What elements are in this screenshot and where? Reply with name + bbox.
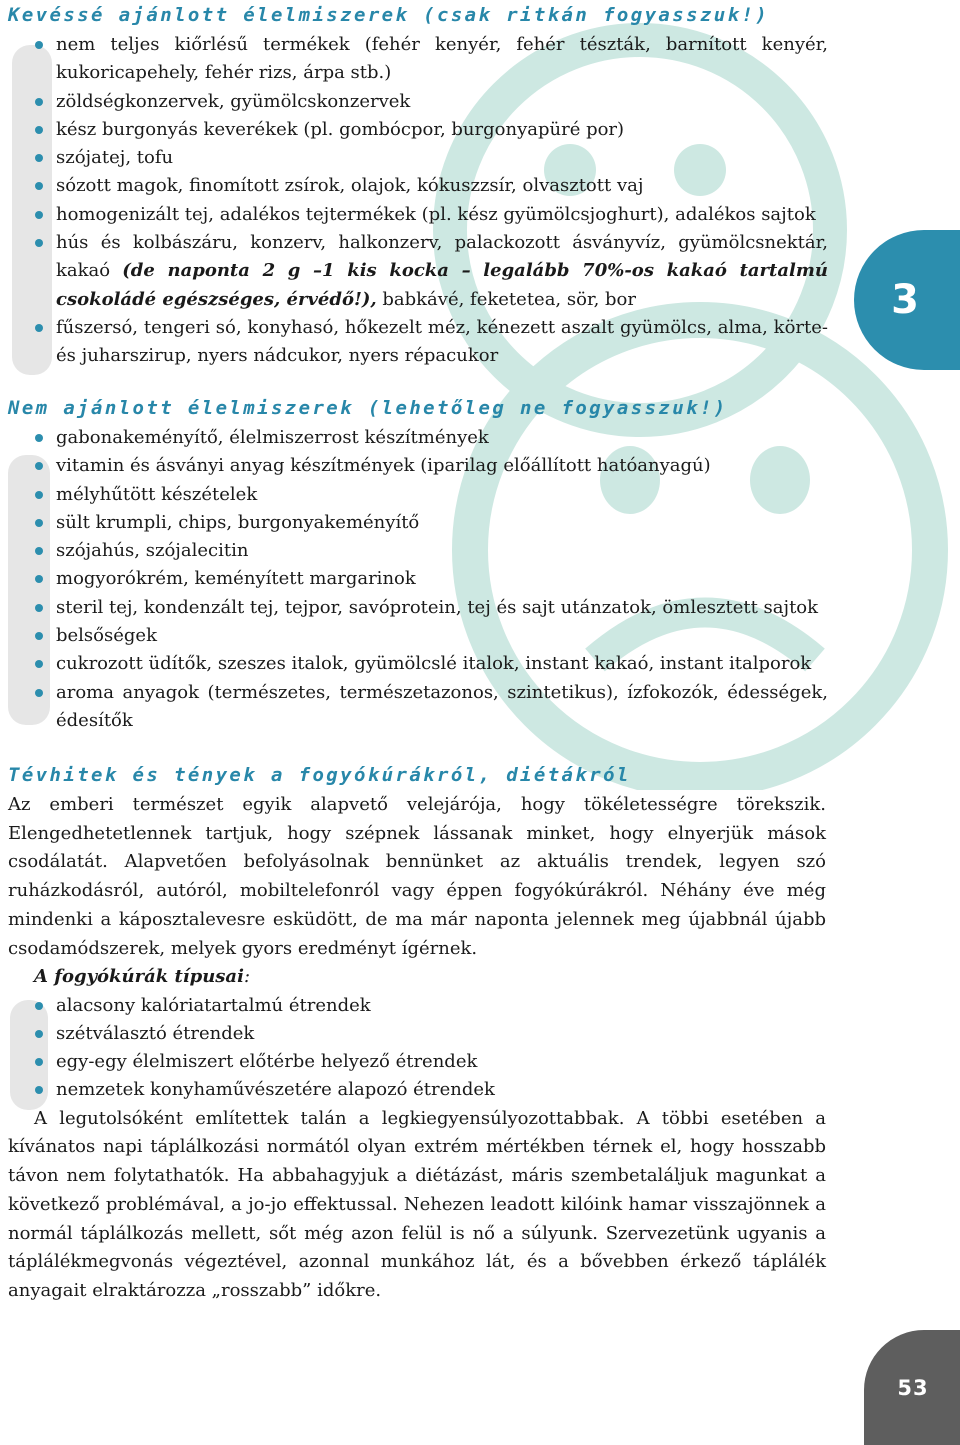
list-item: belsőségek (8, 622, 828, 650)
list-item: mélyhűtött készételek (8, 481, 828, 509)
bullet-list (8, 424, 828, 735)
list-item: szójatej, tofu (8, 144, 828, 172)
subheading-text: A fogyókúrák típusai (34, 966, 244, 988)
list-item: zöldségkonzervek, gyümölcskonzervek (8, 88, 828, 116)
list-item: homogenizált tej, adalékos tejtermékek (pl. kész gyümölcsjoghurt), adalékos sajtok (8, 201, 828, 229)
list-item: kész burgonyás keverékek (pl. gombócpor, burgonyapüré por) (8, 116, 828, 144)
list-item: steril tej, kondenzált tej, tejpor, savóprotein, tej és sajt utánzatok, ömlesztett sajtok (8, 594, 828, 622)
list-item: szétválasztó étrendek (8, 1020, 826, 1048)
list-item: gabonakeményítő, élelmiszerrost készítmények (8, 424, 828, 452)
section-rarely-recommended (8, 3, 828, 371)
list-item: cukrozott üdítők, szeszes italok, gyümölcslé italok, instant kakaó, instant italporok (8, 650, 828, 678)
list-item-text: babkávé, feketetea, sör, bor (376, 288, 636, 310)
section-heading: Nem ajánlott élelmiszerek (lehetőleg ne fogyasszuk!) (8, 397, 728, 419)
section-heading: Tévhitek és tények a fogyókúrákról, diétákról (8, 764, 631, 786)
page-number: 53 (897, 1375, 929, 1400)
list-item: szójahús, szójalecitin (8, 537, 828, 565)
section-not-recommended (8, 396, 828, 735)
bullet-list (8, 31, 828, 371)
subheading (8, 963, 826, 991)
section-myths-and-facts (8, 763, 826, 1306)
paragraph: Az emberi természet egyik alapvető velejárója, hogy tökéletességre törekszik. Elengedhetetlennek tartjuk, hogy szépnek lássanak minket, hogy elnyerjük mások csodálatát. Alapvetően befolyásolnak bennünket az aktuális trendek, legyen szó ruházkodásról, autóról, mobiltelefonról vagy éppen fogyókúrákról. Néhány éve még mindenki a káposztalevesre esküdött, de ma már naponta jelennek meg újabbnál újabb csodamódszerek, melyek gyors eredményt ígérnek. (8, 794, 826, 959)
page-number-tab (864, 1330, 960, 1445)
bullet-list (8, 992, 826, 1105)
list-item: fűszersó, tengeri só, konyhasó, hőkezelt méz, kénezett aszalt gyümölcs, alma, körte- és juharszirup, nyers nádcukor, nyers répacukor (8, 314, 828, 371)
list-item: nem teljes kiőrlésű termékek (fehér kenyér, fehér tészták, barnított kenyér, kukoricapehely, fehér rizs, árpa stb.) (8, 31, 828, 88)
chapter-number: 3 (891, 277, 919, 323)
list-item-emphasis: (de naponta 2 g –1 kis kocka – legalább 70%-os kakaó tartalmú csokoládé egészséges, érvédő!), (56, 260, 828, 310)
paragraph: A legutolsóként említettek talán a legkiegyensúlyozottabbak. A többi esetében a kívánatos napi táplálkozási normától olyan extrém mértékben térnek el, hogy hosszabb távon nem folytathatók. Ha abbahagyjuk a diétázást, máris szembetaláljuk magunkat a következő problémával, a jo-jo effektussal. Nehezen leadott kilóink hamar visszajönnek a normál táplálkozás mellett, sőt még azon felül is nő a súlyunk. Szervezetünk ugyanis a táplálékmegvonás végeztével, azonnal munkához lát, és a bővebben érkező táplálék anyagait elraktározza „rosszabb” időkre. (8, 1107, 826, 1301)
list-item-text: hús és kolbászáru, konzerv, halkonzerv, palackozott ásványvíz, gyümölcsnektár, kakaó (56, 232, 828, 282)
list-item: alacsony kalóriatartalmú étrendek (8, 992, 826, 1020)
subheading-colon: : (243, 966, 251, 988)
list-item: sült krumpli, chips, burgonyakeményítő (8, 509, 828, 537)
section-heading: Kevéssé ajánlott élelmiszerek (csak ritkán fogyasszuk!) (8, 4, 770, 26)
list-item: egy-egy élelmiszert előtérbe helyező étrendek (8, 1048, 826, 1076)
list-item: aroma anyagok (természetes, természetazonos, szintetikus), ízfokozók, édességek, édesítők (8, 679, 828, 736)
list-item: mogyorókrém, keményített margarinok (8, 565, 828, 593)
list-item: nemzetek konyhaművészetére alapozó étrendek (8, 1076, 826, 1104)
list-item (8, 229, 828, 314)
list-item: sózott magok, finomított zsírok, olajok, kókuszzsír, olvasztott vaj (8, 172, 828, 200)
list-item: vitamin és ásványi anyag készítmények (iparilag előállított hatóanyagú) (8, 452, 828, 480)
